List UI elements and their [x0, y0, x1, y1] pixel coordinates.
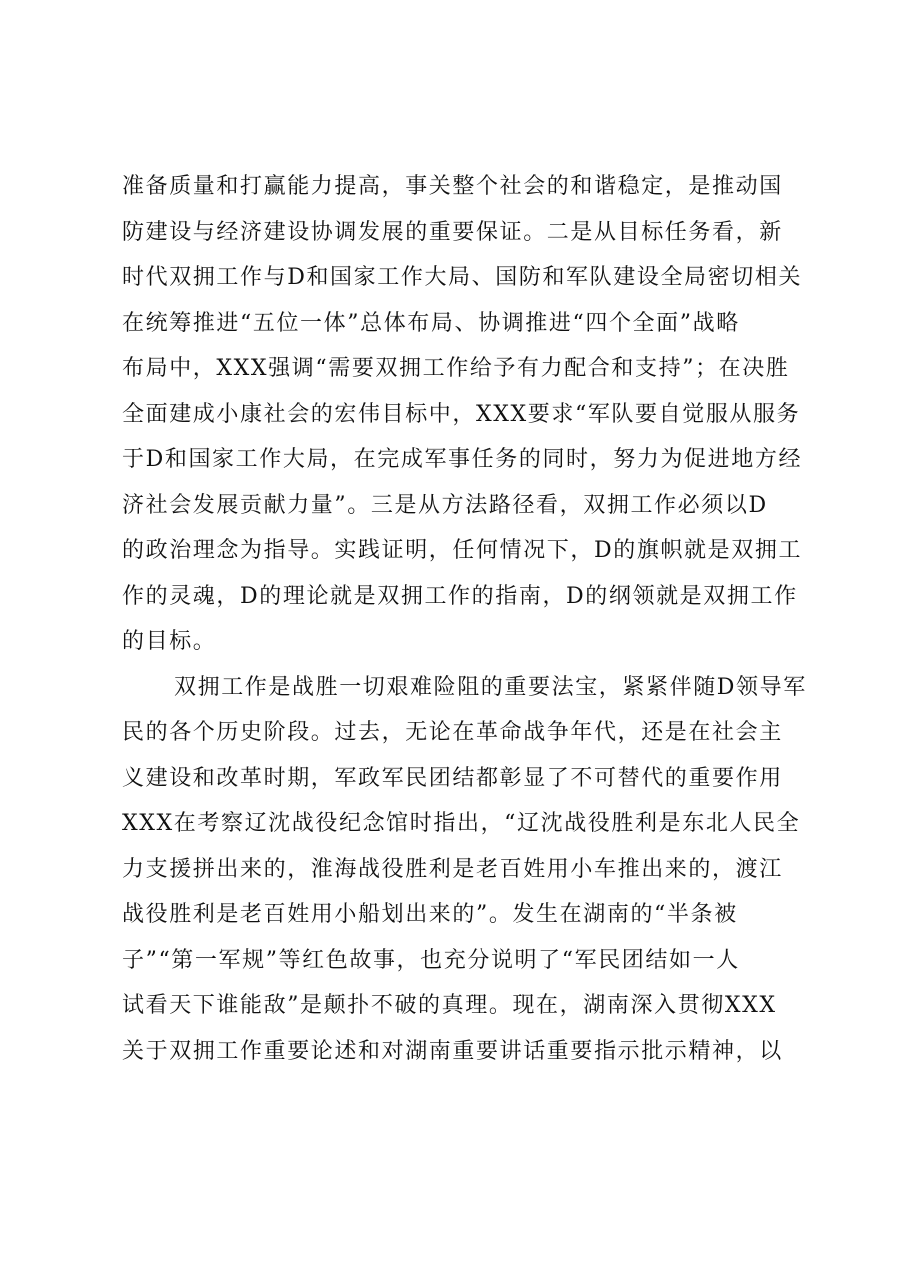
text-line: 关于双拥工作重要论述和对湖南重要讲话重要指示批示精神，以	[122, 1038, 783, 1064]
document-body	[122, 164, 807, 1074]
text-line: 布局中，XXX强调“需要双拥工作给予有力配合和支持”；在决胜	[122, 356, 790, 381]
text-line: XXX在考察辽沈战役纪念馆时指出，“辽沈战役胜利是东北人民全	[122, 811, 801, 836]
paragraph-2	[122, 665, 807, 1075]
text-line: 时代双拥工作与D和国家工作大局、国防和军队建设全局密切相关	[122, 265, 803, 290]
text-line: 义建设和改革时期，军政军民团结都彰显了不可替代的重要作用	[122, 765, 783, 791]
text-line: 力支援拼出来的，淮海战役胜利是老百姓用小车推出来的，渡江	[122, 856, 783, 882]
text-line: 战役胜利是老百姓用小船划出来的”。发生在湖南的“半条被	[122, 902, 738, 927]
text-line: 在统筹推进“五位一体”总体布局、协调推进“四个全面”战略	[122, 310, 740, 336]
text-line: 全面建成小康社会的宏伟目标中，XXX要求“军队要自觉服从服务	[122, 401, 801, 427]
text-line-first-indented: 双拥工作是战胜一切艰难险阻的重要法宝，紧紧伴随D领导军	[174, 674, 807, 700]
paragraph-1	[122, 164, 802, 665]
text-line: 准备质量和打赢能力提高，事关整个社会的和谐稳定，是推动国	[122, 174, 783, 199]
text-line: 民的各个历史阶段。过去，无论在革命战争年代，还是在社会主	[122, 720, 783, 745]
text-line: 于D和国家工作大局，在完成军事任务的同时，努力为促进地方经	[122, 447, 803, 472]
text-line: 的目标。	[122, 629, 217, 654]
text-line: 防建设与经济建设协调发展的重要保证。二是从目标任务看，新	[122, 219, 783, 245]
text-line: 济社会发展贡献力量”。三是从方法路径看，双拥工作必须以D	[122, 492, 768, 518]
text-line: 的政治理念为指导。实践证明，任何情况下，D的旗帜就是双拥工	[122, 538, 803, 563]
text-line: 子”“第一军规”等红色故事，也充分说明了“军民团结如一人	[122, 947, 740, 973]
text-line: 作的灵魂，D的理论就是双拥工作的指南，D的纲领就是双拥工作	[122, 583, 798, 609]
text-line: 试看天下谁能敌”是颠扑不破的真理。现在，湖南深入贯彻XXX	[122, 993, 777, 1018]
